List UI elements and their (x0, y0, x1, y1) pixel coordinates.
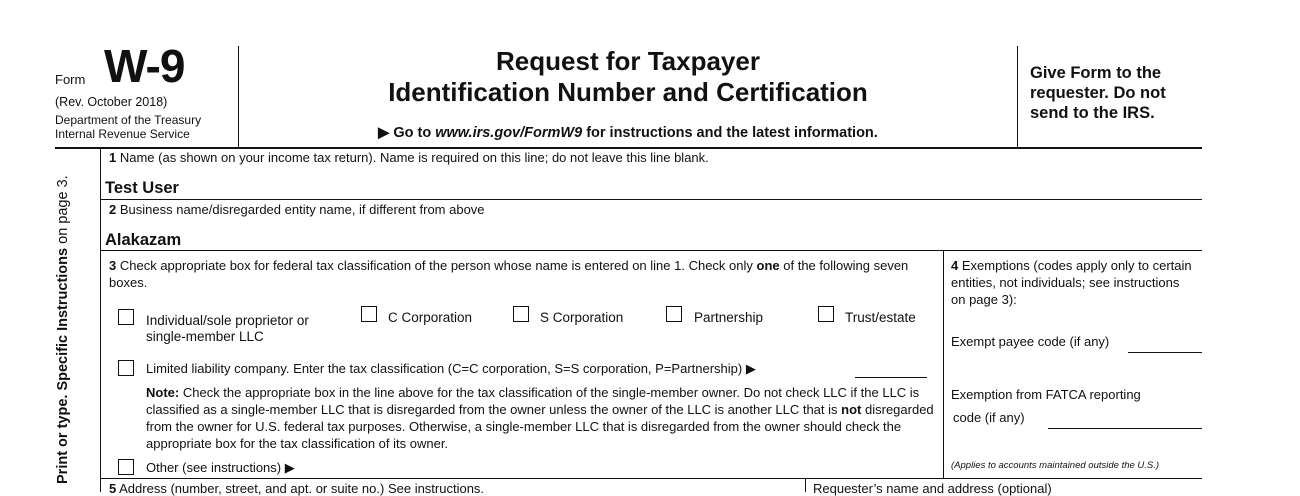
form-number: W-9 (104, 40, 185, 92)
instructions-link-line (240, 125, 1016, 141)
department-line2: Internal Revenue Service (55, 127, 190, 141)
other-checkbox[interactable] (118, 459, 134, 475)
goto-suffix: for instructions and the latest information. (586, 125, 878, 141)
department-line1: Department of the Treasury (55, 113, 202, 127)
side-specific-instructions: Specific Instructions (55, 247, 71, 391)
revision-date: (Rev. October 2018) (55, 95, 168, 109)
line1-label (109, 150, 709, 165)
title-line2: Identification Number and Certification (388, 77, 868, 107)
s-corp-checkbox[interactable] (513, 306, 529, 322)
line3-label (109, 257, 939, 291)
line2-label (109, 202, 485, 217)
s-corp-label: S Corporation (540, 310, 624, 325)
line3-text-a: Check appropriate box for federal tax classification of the person whose name is entered on line 1. Check only (119, 258, 753, 273)
form-label: Form (55, 72, 86, 87)
other-label: Other (see instructions) ▶ (146, 460, 295, 475)
line3-text-bold: one (756, 258, 780, 273)
individual-checkbox[interactable] (118, 309, 134, 325)
line1-text: Name (as shown on your income tax return). Name is required on this line; do not leave this line blank. (119, 150, 709, 165)
business-name-input[interactable]: Alakazam (105, 231, 182, 249)
arrow-right-icon: ▶ (378, 125, 390, 141)
line2-number: 2 (109, 202, 117, 217)
note-not: not (841, 402, 862, 417)
fatca-label-line1: Exemption from FATCA reporting (951, 387, 1141, 402)
llc-checkbox[interactable] (118, 360, 134, 376)
fatca-code-input[interactable] (1048, 428, 1202, 429)
form-title (240, 46, 1016, 108)
give-form-notice: Give Form to the requester. Do not send to the IRS. (1030, 64, 1166, 122)
note-text-a: Check the appropriate box in the line above for the tax classification of the single-member owner. Do not check LLC if the LLC is classified as a single-member LLC that is disregarded from the owner unless the owner of the LLC is another LLC that is (146, 385, 920, 417)
line5-text: Address (number, street, and apt. or suite no.) See instructions. (119, 481, 485, 496)
partnership-checkbox[interactable] (666, 306, 682, 322)
c-corp-checkbox[interactable] (361, 306, 377, 322)
side-page-ref: on page 3. (55, 175, 71, 244)
c-corp-label: C Corporation (388, 310, 473, 325)
llc-note (146, 384, 942, 452)
title-line1: Request for Taxpayer (496, 46, 760, 76)
line1-number: 1 (109, 150, 117, 165)
name-input[interactable]: Test User (105, 179, 179, 197)
line4-text: Exemptions (codes apply only to certain entities, not individuals; see instructions on page 3): (951, 258, 1192, 307)
side-print-type: Print or type. (55, 394, 71, 484)
requester-label: Requester’s name and address (optional) (813, 481, 1052, 496)
trust-estate-label: Trust/estate (845, 310, 916, 325)
irs-url-link[interactable]: www.irs.gov/FormW9 (435, 125, 583, 141)
llc-label: Limited liability company. Enter the tax classification (C=C corporation, S=S corporation, P=Partnership) ▶ (146, 361, 756, 376)
line4-number: 4 (951, 258, 959, 273)
partnership-label: Partnership (694, 310, 764, 325)
individual-label: Individual/sole proprietor or single-member LLC (146, 313, 309, 344)
exempt-payee-input[interactable] (1128, 352, 1202, 353)
line2-text: Business name/disregarded entity name, if different from above (119, 202, 485, 217)
llc-classification-input[interactable] (855, 377, 927, 378)
line5-number: 5 (109, 481, 117, 496)
line3-number: 3 (109, 258, 117, 273)
trust-estate-checkbox[interactable] (818, 306, 834, 322)
fatca-applies-note: (Applies to accounts maintained outside the U.S.) (951, 460, 1160, 471)
exempt-payee-label: Exempt payee code (if any) (951, 334, 1110, 349)
line5-label (109, 481, 484, 496)
fatca-label-line2: code (if any) (953, 410, 1025, 425)
department (55, 113, 201, 141)
goto-prefix: Go to (393, 125, 432, 141)
note-text-b: disregarded from the owner for U.S. federal tax purposes. Otherwise, a single-member LLC that is disregarded from the owner should check the appropriate box for the tax classification of its owner. (146, 402, 934, 451)
note-bold: Note: (146, 385, 180, 400)
line3-text-b: of the following seven boxes. (109, 258, 909, 290)
line4-label (951, 257, 1196, 308)
side-instructions (54, 175, 72, 484)
